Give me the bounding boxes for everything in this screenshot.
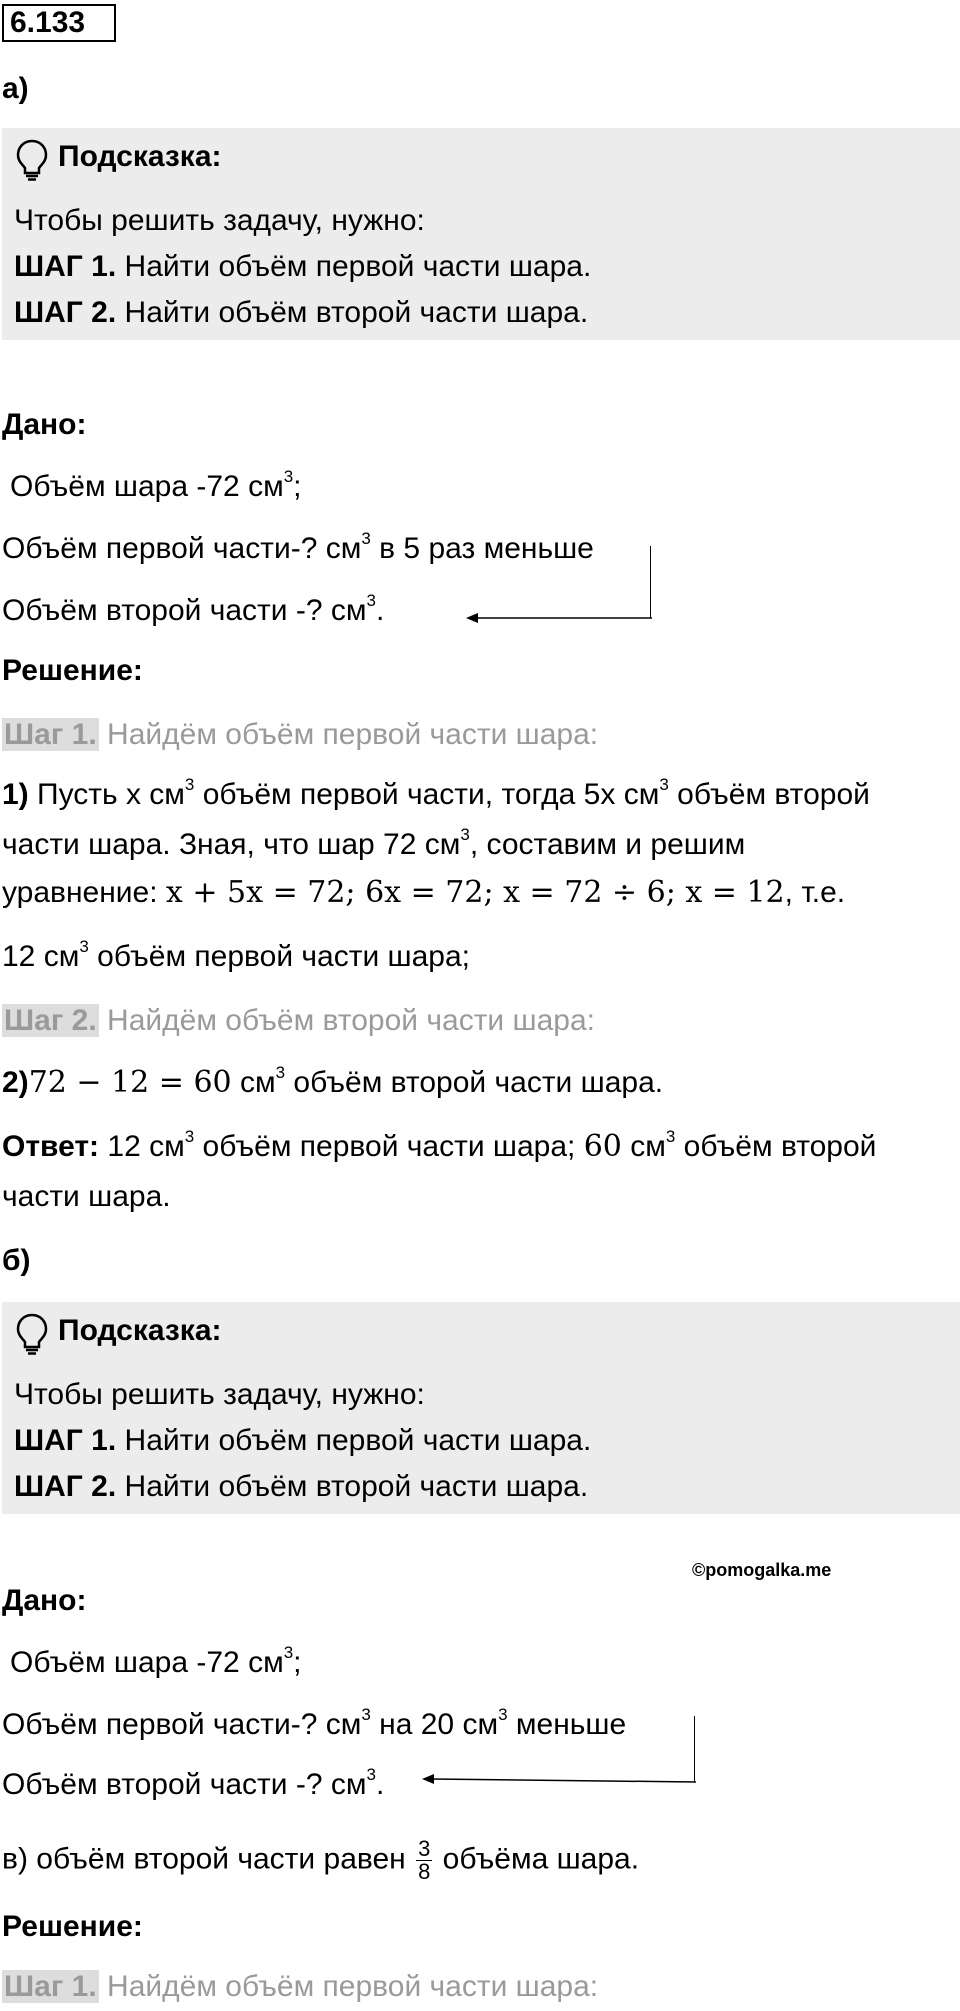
- hint-intro: Чтобы решить задачу, нужно:: [14, 204, 425, 237]
- given-line-1-a: Объём шара -72 $см^3$;: [10, 467, 302, 503]
- given-line-2-b: Объём первой части-? $см^3$ на 20 $см^3$ меньше: [2, 1705, 627, 1741]
- given-line-3-b: Объём второй части -? $см^3$.: [2, 1765, 385, 1801]
- lightbulb-icon: [14, 1312, 50, 1356]
- answer-line-2: части шара.: [2, 1180, 171, 1213]
- solution-line-2: части шара. Зная, что шар 72 $см^3$, составим и решим: [2, 825, 746, 861]
- hint-step-2: ШАГ 2. Найти объём второй части шара.: [14, 296, 589, 329]
- hint-title: Подсказка:: [58, 1314, 222, 1347]
- solution-line-4: 12 $см^3$ объём первой части шара;: [2, 937, 471, 973]
- step-1-heading-b: Шаг 1. Найдём объём первой части шара:: [4, 1970, 599, 2003]
- hint-step-1: ШАГ 1. Найти объём первой части шара.: [14, 250, 592, 283]
- relation-arrow-b: [422, 1770, 696, 1790]
- step-2-heading-a: Шаг 2. Найдём объём второй части шара:: [4, 1004, 595, 1037]
- solution-line-3: уравнение: x + 5x = 72; 6x = 72; x = 72 ÷ 6; x = 12, т.е.: [2, 875, 846, 910]
- solution-line-1: 1) Пусть x $см^3$ объём первой части, тогда 5x $см^3$ объём второй: [2, 775, 870, 811]
- problem-number: 6.133: [2, 4, 116, 42]
- given-label-b: Дано:: [2, 1584, 87, 1617]
- hint-box-b: [2, 1302, 960, 1514]
- given-line-3-a: Объём второй части -? $см^3$.: [2, 591, 385, 627]
- part-a-label: а): [2, 72, 29, 105]
- hint-title: Подсказка:: [58, 140, 222, 173]
- solution-label-a: Решение:: [2, 654, 143, 687]
- hint-intro: Чтобы решить задачу, нужно:: [14, 1378, 425, 1411]
- given-line-1-b: Объём шара -72 $см^3$;: [10, 1643, 302, 1679]
- hint-box-a: [2, 128, 960, 340]
- given-line-4-b: в) объём второй части равен $\frac{3}{8}$ объёма шара.: [2, 1836, 640, 1884]
- solution-line-5: 2)72 − 12 = 60 $см^3$ объём второй части шара.: [2, 1063, 664, 1100]
- given-line-2-a: Объём первой части-? $см^3$ в 5 раз меньше: [2, 529, 594, 565]
- hint-step-1: ШАГ 1. Найти объём первой части шара.: [14, 1424, 592, 1457]
- part-b-label: б): [2, 1244, 31, 1277]
- lightbulb-icon: [14, 138, 50, 182]
- hint-step-2: ШАГ 2. Найти объём второй части шара.: [14, 1470, 589, 1503]
- given-label-a: Дано:: [2, 408, 87, 441]
- answer-line-1: Ответ: 12 $см^3$ объём первой части шара; 60 $см^3$ объём второй: [2, 1127, 877, 1164]
- step-1-heading-a: Шаг 1. Найдём объём первой части шара:: [4, 718, 599, 751]
- watermark: ©pomogalka.me: [692, 1560, 832, 1580]
- solution-label-b: Решение:: [2, 1910, 143, 1943]
- relation-arrow-a: [466, 608, 652, 628]
- fraction-3-8: $\frac{3}{8}$: [418, 1836, 431, 1884]
